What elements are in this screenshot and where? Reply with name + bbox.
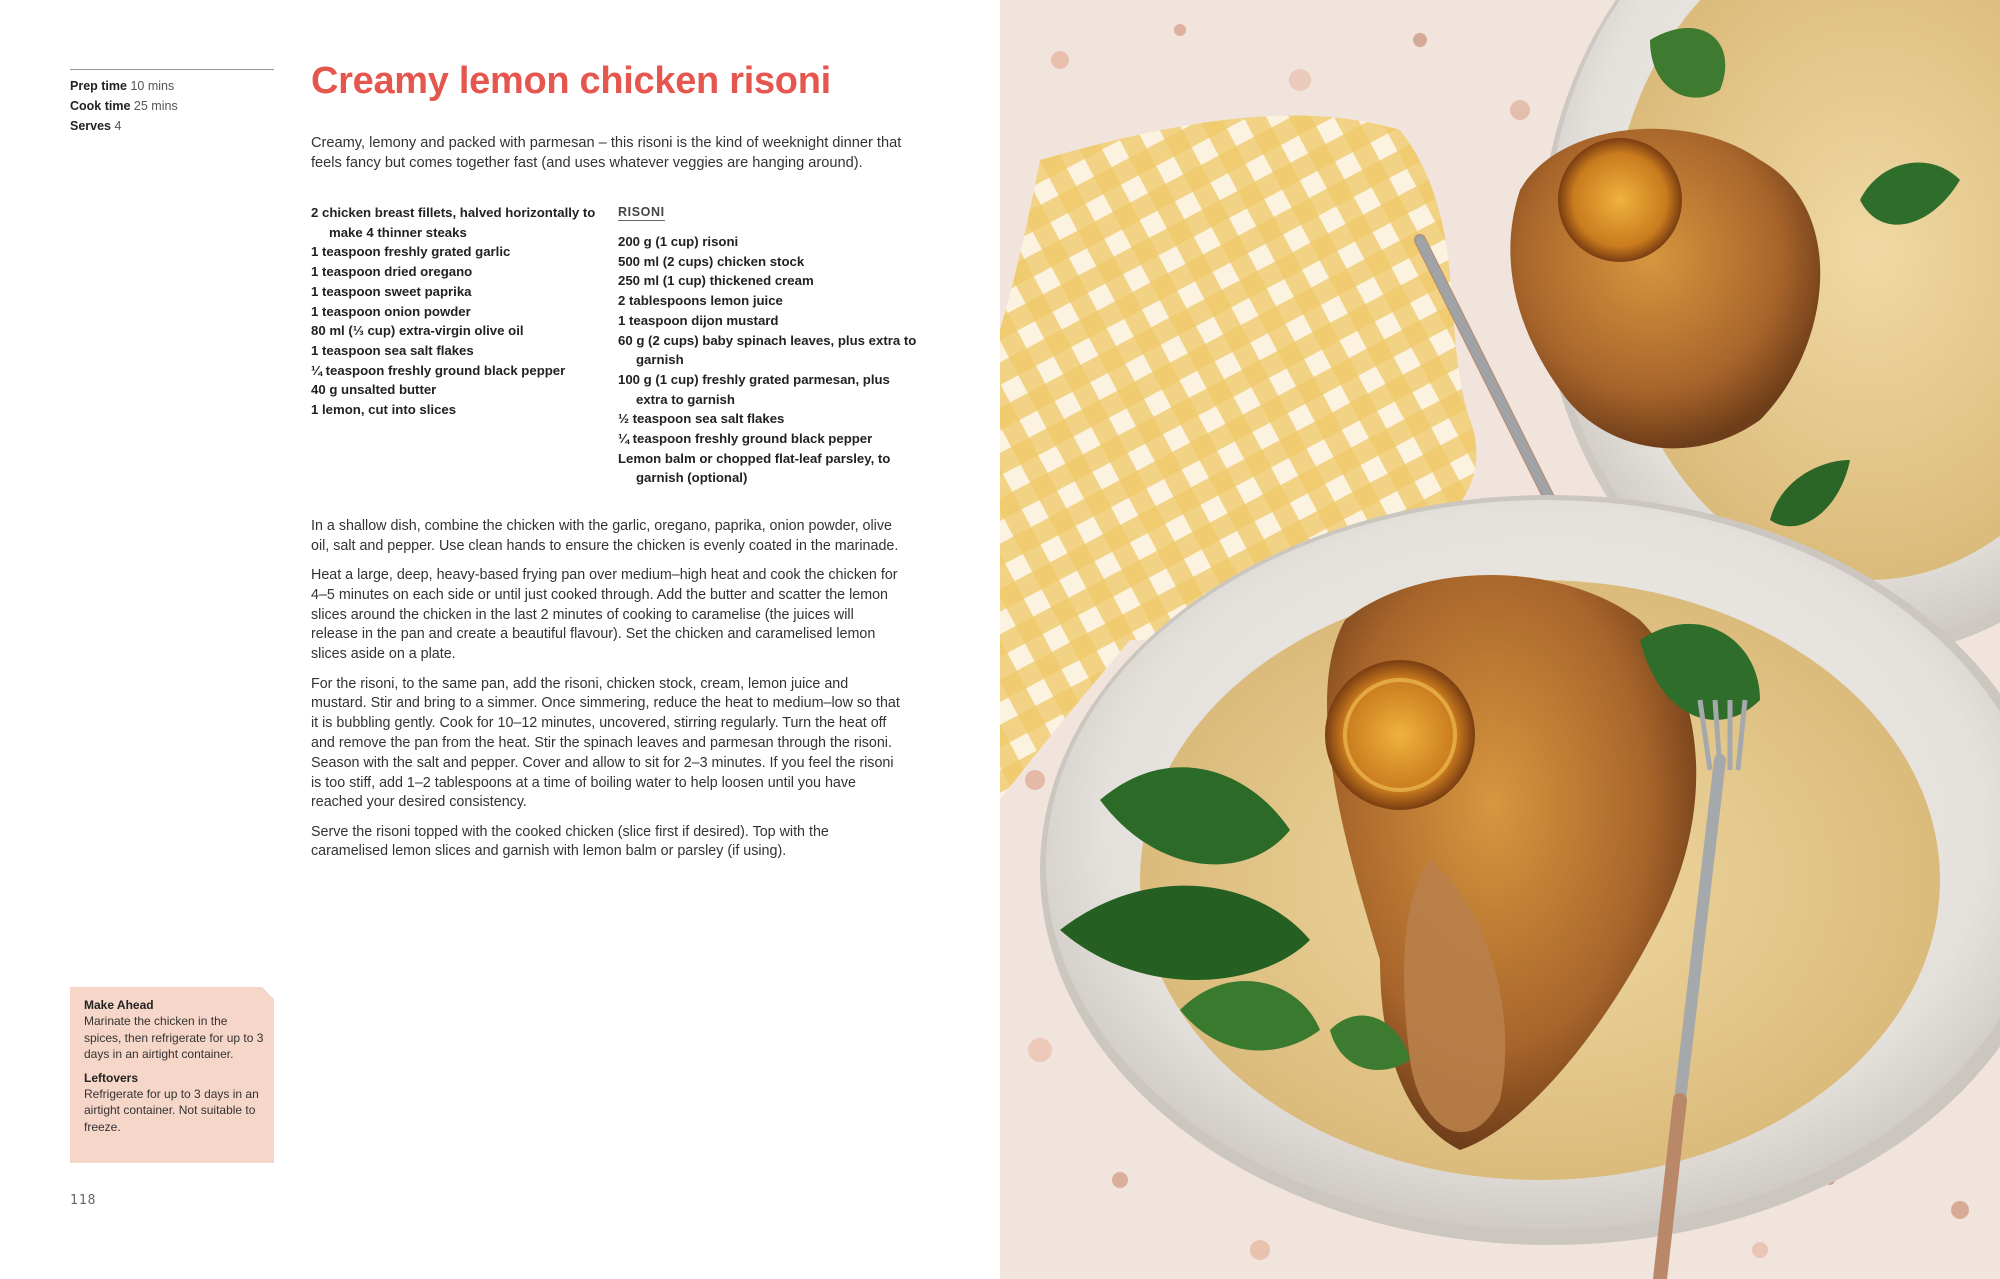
serves-row xyxy=(70,116,178,136)
tips-box xyxy=(70,987,274,1163)
prep-time-label: Prep time xyxy=(70,79,127,93)
prep-time-row xyxy=(70,76,178,96)
ingredient-item: 1 lemon, cut into slices xyxy=(311,402,457,418)
lemon-slice xyxy=(1325,660,1475,810)
ingredient-item: 1 teaspoon dijon mustard xyxy=(618,312,779,328)
ingredient-item: Lemon balm or chopped flat-leaf parsley, to garnish (optional) xyxy=(618,450,891,486)
ingredient-item: ¼ teaspoon freshly ground black pepper xyxy=(311,362,566,378)
ingredient-item: 200 g (1 cup) risoni xyxy=(618,234,739,249)
ingredients-risoni-list xyxy=(618,232,918,488)
ingredient-item: 40 g unsalted butter xyxy=(311,382,437,398)
ingredient-item: 2 chicken breast fillets, halved horizontally to make 4 thinner steaks xyxy=(311,205,596,240)
ingredient-item: 1 teaspoon sweet paprika xyxy=(311,283,472,299)
ingredient-item: ¼ teaspoon freshly ground black pepper xyxy=(618,431,873,447)
recipe-meta xyxy=(70,76,178,136)
recipe-title: Creamy lemon chicken risoni xyxy=(311,60,831,102)
serves-value: 4 xyxy=(114,119,122,133)
serves-label: Serves xyxy=(70,119,112,133)
ingredient-item: 500 ml (2 cups) chicken stock xyxy=(618,253,805,269)
prep-time-value: 10 mins xyxy=(130,79,175,93)
ingredients-main-list xyxy=(311,203,601,420)
method-step: Heat a large, deep, heavy-based frying pan over medium–high heat and cook the chicken for 4–5 minutes on each side or until just cooked through. Add the butter and scatter the lemon slices around the chicken in the last 2 minutes of cooking to caramelise (the juices will release in the pan and create a beautiful flavour). Set the chicken and caramelised lemon slices aside on a plate. xyxy=(311,567,898,663)
ingredient-item: 250 ml (1 cup) thickened cream xyxy=(618,273,814,289)
ingredient-item: ½ teaspoon sea salt flakes xyxy=(618,411,785,427)
method-step: For the risoni, to the same pan, add the risoni, chicken stock, cream, lemon juice and mustard. Stir and bring to a simmer. Once simmering, reduce the heat to medium–low so that it is bubbling gently. Cook for 10–12 minutes, uncovered, stirring regularly. Turn the heat off and remove the pan from the heat. Stir the spinach leaves and parmesan through the risoni. Season with the salt and pepper. Cover and allow to sit for 2–3 minutes. If you feel the risoni is too stiff, add 1–2 tablespoons at a time of boiling water to help loosen until you have reached your desired consistency. xyxy=(311,675,900,811)
ingredient-item: 1 teaspoon sea salt flakes xyxy=(311,342,474,358)
leftovers-title: Leftovers xyxy=(84,1070,139,1085)
leftovers-text: Refrigerate for up to 3 days in an airtight container. Not suitable to freeze. xyxy=(84,1087,259,1134)
ingredient-item: 60 g (2 cups) baby spinach leaves, plus extra to garnish xyxy=(618,332,917,368)
method-step: In a shallow dish, combine the chicken with the garlic, oregano, paprika, onion powder, olive oil, salt and pepper. Use clean hands to ensure the chicken is evenly coated in the marinade. xyxy=(311,518,899,554)
food-photo-illustration xyxy=(1000,0,2000,1279)
method-section xyxy=(311,517,901,872)
ingredient-item: 100 g (1 cup) freshly grated parmesan, plus extra to garnish xyxy=(618,371,890,407)
make-ahead-text: Marinate the chicken in the spices, then refrigerate for up to 3 days in an airtight container. xyxy=(84,1014,264,1062)
food-photo xyxy=(1000,0,2000,1279)
make-ahead-title: Make Ahead xyxy=(84,998,154,1012)
page-number: 118 xyxy=(70,1193,97,1208)
cook-time-value: 25 mins xyxy=(133,99,178,113)
meta-divider xyxy=(70,69,274,70)
ingredient-item: 1 teaspoon freshly grated garlic xyxy=(311,244,511,260)
ingredient-item: 1 teaspoon dried oregano xyxy=(311,264,473,280)
risoni-heading: RISONI xyxy=(618,205,665,219)
method-step: Serve the risoni topped with the cooked chicken (slice first if desired). Top with the caramelised lemon slices and garnish with lemon balm or parsley (if using). xyxy=(311,823,829,860)
cook-time-row xyxy=(70,96,178,116)
cook-time-label: Cook time xyxy=(70,99,131,113)
ingredient-item: 2 tablespoons lemon juice xyxy=(618,293,783,309)
ingredient-item: 1 teaspoon onion powder xyxy=(311,303,471,319)
ingredient-item: 80 ml (⅓ cup) extra-virgin olive oil xyxy=(311,323,524,339)
recipe-intro: Creamy, lemony and packed with parmesan – this risoni is the kind of weeknight dinner that feels fancy but comes together fast (and uses whatever veggies are hanging around). xyxy=(311,135,902,171)
